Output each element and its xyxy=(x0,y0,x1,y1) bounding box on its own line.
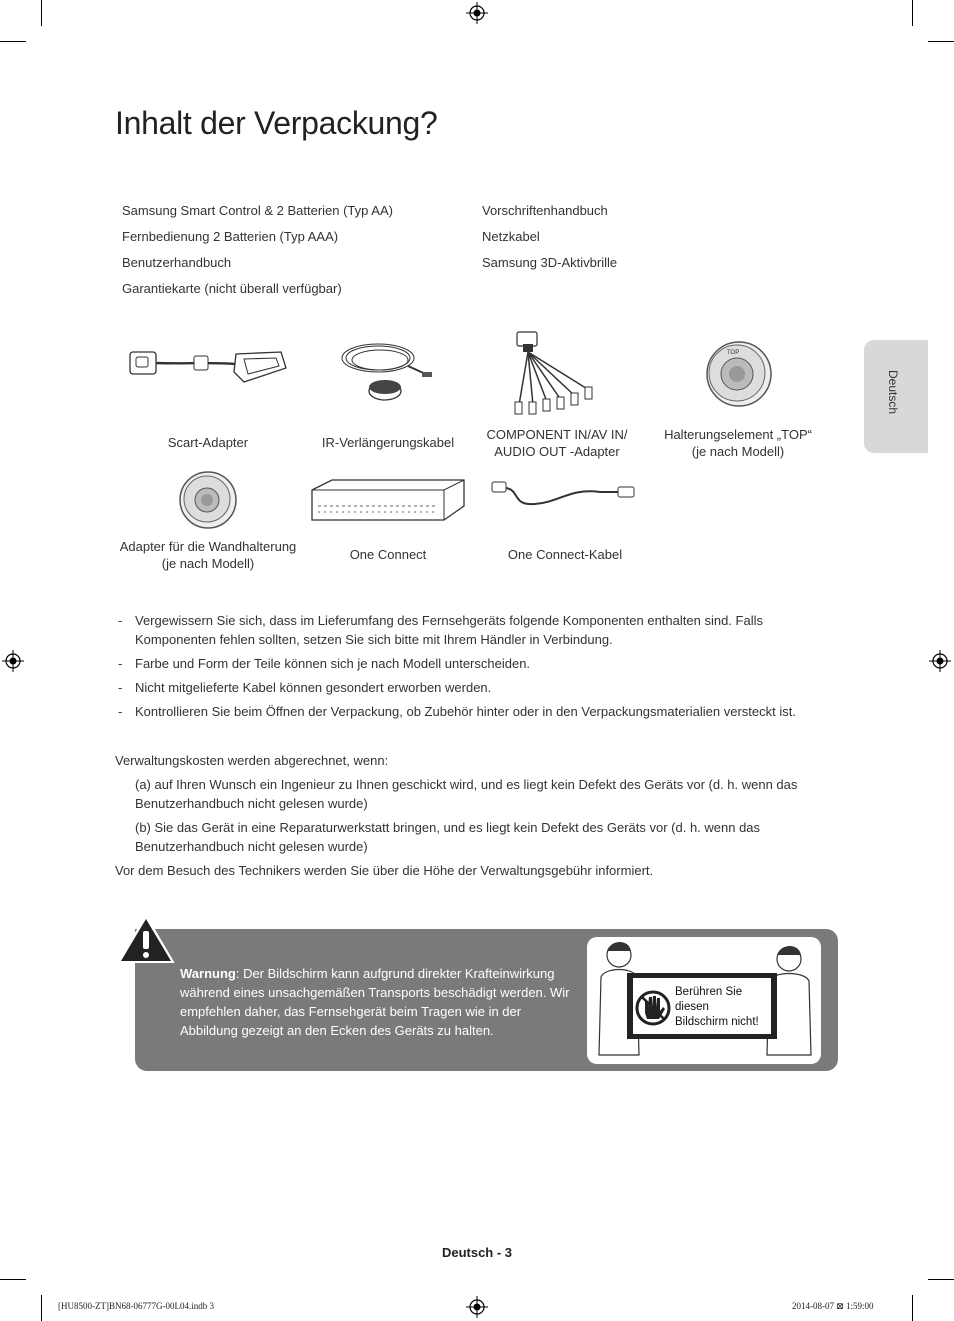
warning-text xyxy=(180,964,570,1040)
note-item xyxy=(115,678,815,697)
list-item: Benutzerhandbuch xyxy=(122,255,232,270)
note-item xyxy=(115,702,815,721)
crop-mark xyxy=(41,1295,42,1321)
caption-one-connect-cable: One Connect-Kabel xyxy=(507,547,623,562)
scart-adapter-icon xyxy=(126,342,291,397)
note-dash: - xyxy=(118,704,123,719)
list-item: Netzkabel xyxy=(482,229,540,244)
notes-list xyxy=(115,611,815,726)
tv-message-line: Bildschirm nicht! xyxy=(675,1016,759,1028)
registration-mark-icon xyxy=(929,650,951,672)
crop-mark xyxy=(912,0,913,26)
crop-mark xyxy=(0,1279,26,1280)
note-text: Farbe und Form der Teile können sich je nach Modell unterscheiden. xyxy=(135,656,531,671)
warning-body: : Der Bildschirm kann aufgrund direkter Krafteinwirkung während eines unsachgemäßen Transports beschädigt werden. Wir empfehlen daher, das Fernsehgerät beim Tragen wie in der Abbildung gezeigt an den Ecken des Geräts zu halten. xyxy=(180,966,570,1038)
language-tab-label: Deutsch xyxy=(886,370,900,415)
caption-wall-adapter xyxy=(108,538,308,572)
tv-message-line: Berühren Sie xyxy=(675,986,743,998)
caption-line: AUDIO OUT -Adapter xyxy=(494,444,620,459)
crop-mark xyxy=(0,41,26,42)
note-text: Vergewissern Sie sich, dass im Lieferumfang des Fernsehgeräts folgende Komponenten enthalten sind. Falls Komponenten fehlen sollten, setzen Sie sich bitte mit Ihrem Händler in Verbindung. xyxy=(135,613,763,647)
component-av-adapter-icon xyxy=(505,330,605,418)
page-number: Deutsch - 3 xyxy=(441,1245,513,1260)
crop-mark xyxy=(928,41,954,42)
admin-outro: Vor dem Besuch des Technikers werden Sie über die Höhe der Verwaltungsgebühr informiert. xyxy=(115,863,654,878)
caption-line: Halterungselement „TOP“ xyxy=(664,427,812,442)
crop-mark xyxy=(41,0,42,26)
note-text: Nicht mitgelieferte Kabel können gesondert erworben werden. xyxy=(135,680,492,695)
ir-extender-cable-icon xyxy=(338,336,438,406)
list-item: Vorschriftenhandbuch xyxy=(482,203,608,218)
warning-label: Warnung xyxy=(180,966,236,981)
note-dash: - xyxy=(118,613,123,628)
list-item: Fernbedienung 2 Batterien (Typ AAA) xyxy=(122,229,339,244)
contents-list-right xyxy=(482,198,617,276)
registration-mark-icon xyxy=(466,2,488,24)
caption-line: (je nach Modell) xyxy=(161,556,255,571)
note-item xyxy=(115,654,815,673)
caption-holder-top xyxy=(648,426,828,460)
caption-line: Adapter für die Wandhalterung xyxy=(119,539,297,554)
admin-intro: Verwaltungskosten werden abgerechnet, wenn: xyxy=(115,753,389,768)
tv-message-line: diesen xyxy=(675,1001,709,1013)
language-tab xyxy=(864,340,928,453)
note-dash: - xyxy=(118,680,123,695)
caption-line: (je nach Modell) xyxy=(691,444,785,459)
list-item: Garantiekarte (nicht überall verfügbar) xyxy=(122,281,342,296)
tv-warning-message xyxy=(675,985,759,1030)
print-file-name: [HU8500-ZT]BN68-06777G-00L04.indb 3 xyxy=(58,1301,214,1311)
page-title: Inhalt der Verpackung? xyxy=(115,105,438,141)
note-dash: - xyxy=(118,656,123,671)
print-timestamp: 2014-08-07 ⊠ 1:59:00 xyxy=(792,1301,874,1311)
list-item: Samsung Smart Control & 2 Batterien (Typ AA) xyxy=(122,203,393,218)
admin-case-a: (a) auf Ihren Wunsch ein Ingenieur zu Ihnen geschickt wird, und es liegt kein Defekt des Geräts vor (d. h. wenn das Benutzerhandbuch nicht gelesen wurde) xyxy=(135,777,798,811)
caption-ir-extender: IR-Verlängerungskabel xyxy=(321,435,455,450)
registration-mark-icon xyxy=(2,650,24,672)
caption-line: COMPONENT IN/AV IN/ xyxy=(486,427,628,442)
warning-triangle-icon xyxy=(117,914,175,964)
one-connect-cable-icon xyxy=(490,478,640,514)
holder-top-text: TOP xyxy=(727,350,740,356)
caption-component-adapter xyxy=(467,426,647,460)
caption-scart-adapter: Scart-Adapter xyxy=(167,435,249,450)
admin-case-b: (b) Sie das Gerät in eine Reparaturwerkstatt bringen, und es liegt kein Defekt des Geräts vor (d. h. wenn das Benutzerhandbuch nicht gelesen wurde) xyxy=(135,820,761,854)
caption-one-connect: One Connect xyxy=(349,547,427,562)
one-connect-box-icon xyxy=(308,476,468,524)
registration-mark-icon xyxy=(466,1296,488,1318)
note-text: Kontrollieren Sie beim Öffnen der Verpackung, ob Zubehör hinter oder in den Verpackungsmaterialien versteckt ist. xyxy=(135,704,796,719)
wall-mount-adapter-icon xyxy=(178,470,238,530)
holder-top-icon xyxy=(705,340,773,408)
contents-list-left xyxy=(122,198,393,302)
crop-mark xyxy=(928,1279,954,1280)
note-item xyxy=(115,611,815,649)
admin-fees-section xyxy=(115,751,815,880)
tv-carry-illustration xyxy=(587,937,821,1064)
list-item: Samsung 3D-Aktivbrille xyxy=(482,255,618,270)
crop-mark xyxy=(912,1295,913,1321)
